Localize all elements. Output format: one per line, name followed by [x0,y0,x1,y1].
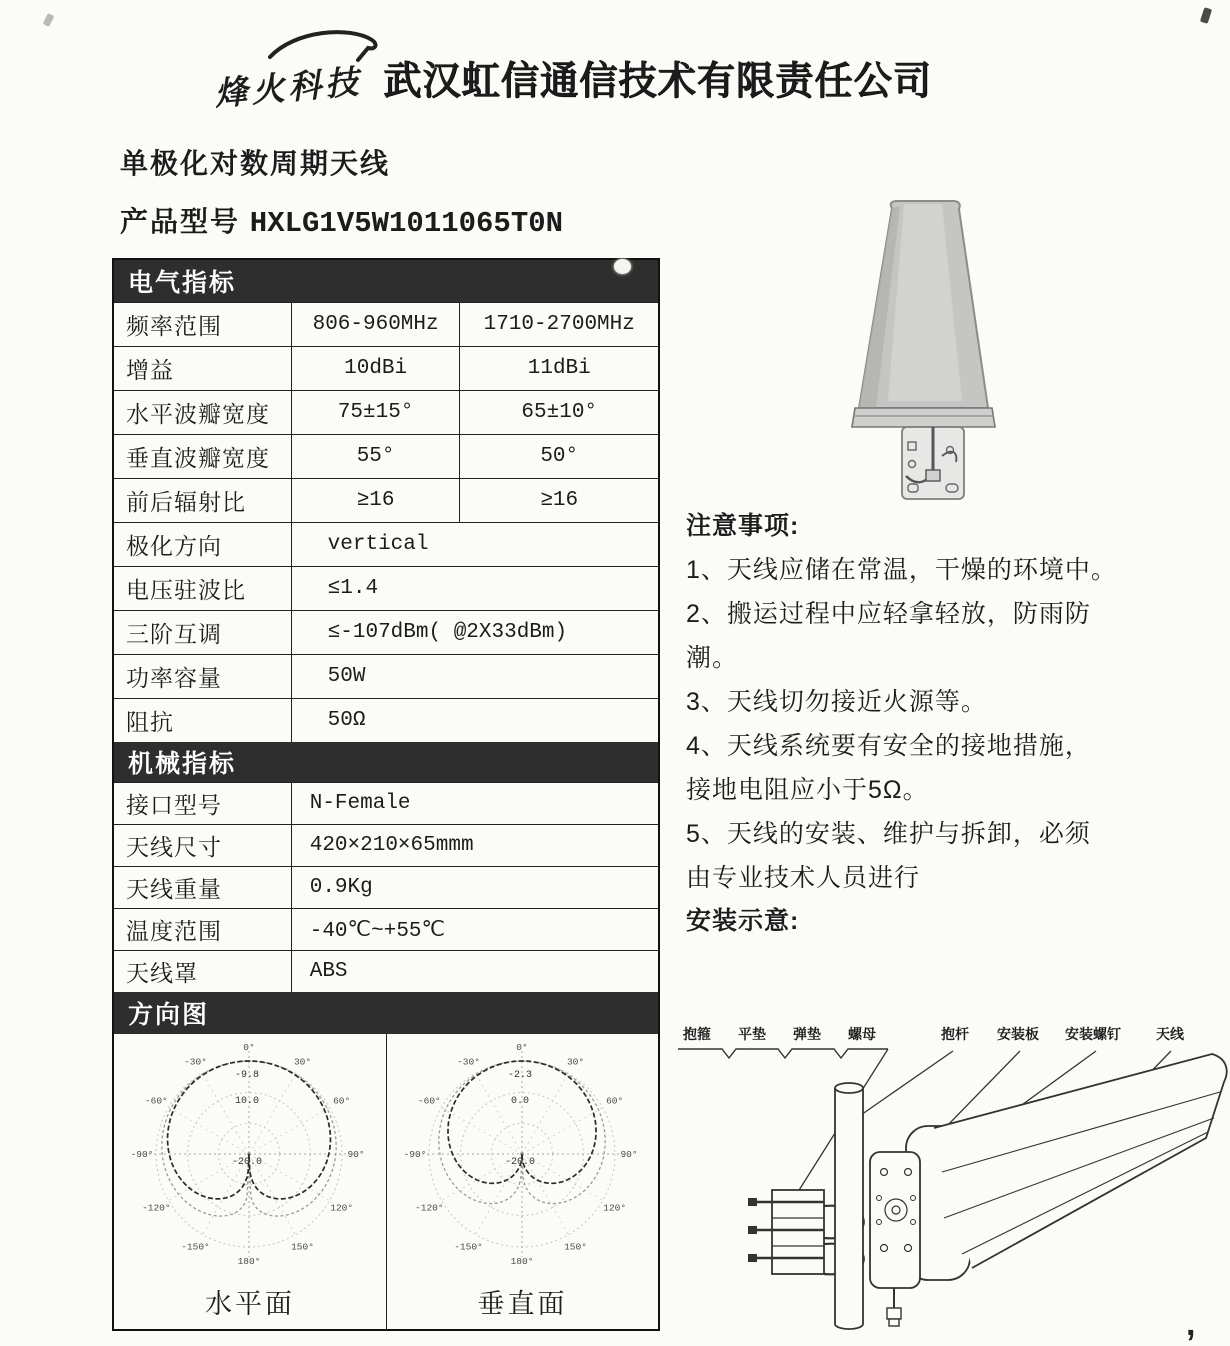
svg-text:150°: 150° [564,1241,587,1253]
antenna-product-image [842,186,1107,504]
table-row [114,434,658,478]
install-label: 天线 [1156,1026,1184,1042]
table-row [114,950,658,992]
company-logo [200,22,410,137]
spec-value: 50Ω [291,699,658,742]
svg-text:10.0: 10.0 [234,1095,260,1107]
table-row [114,302,658,346]
mechanical-section-title: 机械指标 [128,750,237,778]
spec-value: 75±15° [291,391,460,434]
mechanical-section-header [114,742,658,782]
table-row [114,610,658,654]
spec-label: 水平波瓣宽度 [126,401,270,427]
punch-hole-mark [614,259,631,274]
table-row [114,390,658,434]
pattern-section-header [114,992,658,1034]
table-row [114,566,658,610]
spec-label: 前后辐射比 [126,489,246,515]
spec-label: 天线尺寸 [126,834,222,860]
install-diagram [672,1022,1230,1346]
note-line: 1、天线应储在常温，干燥的环境中。 [686,556,1117,584]
table-row [114,824,658,866]
note-line: 由专业技术人员进行 [686,864,921,892]
spec-label: 天线重量 [126,876,222,902]
spec-value: 11dBi [459,347,658,390]
table-row [114,866,658,908]
vertical-pattern-cell [386,1034,658,1329]
svg-text:-90°: -90° [403,1149,427,1160]
spec-value: 10dBi [291,347,460,390]
svg-text:-60°: -60° [144,1095,168,1107]
install-label: 螺母 [848,1026,876,1042]
install-label: 弹垫 [793,1026,821,1042]
spec-value: vertical [291,523,658,566]
install-title: 安装示意: [686,907,800,935]
logo-text: 烽火科技 [212,61,364,114]
table-row [114,346,658,390]
spec-value: ABS [291,951,658,992]
install-label: 安装板 [997,1026,1039,1042]
svg-text:90°: 90° [620,1149,638,1160]
note-line: 3、天线切勿接近火源等。 [686,688,987,716]
notes-title: 注意事项: [686,512,800,540]
spec-label: 接口型号 [126,792,222,818]
spec-value: ≥16 [459,479,658,522]
svg-text:30°: 30° [293,1056,312,1068]
svg-text:60°: 60° [606,1095,624,1107]
spec-value: -40℃~+55℃ [291,909,658,950]
spec-label: 极化方向 [126,533,222,559]
svg-text:90°: 90° [347,1149,365,1160]
svg-text:120°: 120° [330,1202,354,1214]
model-number: HXLG1V5W1011065T0N [249,207,564,240]
spec-value: 55° [291,435,460,478]
scan-artifact [1200,7,1212,24]
spec-value: 50W [291,655,658,698]
scan-artifact: , [1186,1305,1196,1343]
horizontal-pattern-chart [114,1034,385,1282]
spec-label: 阻抗 [126,709,174,735]
pattern-section-title: 方向图 [128,1001,210,1029]
spec-table [112,258,660,1331]
company-name: 武汉虹信通信技术有限责任公司 [383,60,932,103]
install-label: 抱箍 [683,1026,711,1042]
svg-text:0°: 0° [243,1042,255,1053]
table-row [114,478,658,522]
chart-caption: 垂直面 [477,1289,568,1319]
pattern-charts [114,1034,658,1329]
electrical-section-title: 电气指标 [128,269,237,297]
install-label: 抱杆 [941,1026,969,1042]
svg-text:-20.0: -20.0 [231,1157,263,1168]
note-line: 2、搬运过程中应轻拿轻放，防雨防 [686,600,1091,628]
svg-text:30°: 30° [566,1056,585,1068]
spec-value: 65±10° [459,391,658,434]
table-row [114,908,658,950]
svg-text:-20.0: -20.0 [504,1157,536,1168]
svg-text:-150°: -150° [454,1241,483,1253]
spec-label: 三阶互调 [126,621,222,647]
svg-text:60°: 60° [333,1095,351,1107]
horizontal-pattern-cell [114,1034,386,1329]
product-title: 单极化对数周期天线 [120,148,391,179]
table-row [114,698,658,742]
svg-text:180°: 180° [510,1256,534,1267]
model-label: 产品型号 [120,206,241,237]
table-row [114,782,658,824]
note-line: 接地电阻应小于5Ω。 [686,776,929,804]
spec-label: 电压驻波比 [126,577,246,603]
svg-text:-120°: -120° [415,1202,444,1214]
scan-artifact [43,13,55,27]
electrical-section-header [114,260,658,302]
table-row [114,522,658,566]
spec-label: 频率范围 [126,313,222,339]
svg-text:-120°: -120° [142,1202,171,1214]
svg-text:120°: 120° [603,1202,627,1214]
chart-caption: 水平面 [205,1289,295,1319]
spec-label: 功率容量 [126,665,222,691]
vertical-pattern-chart [387,1034,658,1282]
notes [686,506,1116,902]
spec-label: 温度范围 [126,918,222,944]
install-label: 平垫 [738,1026,766,1042]
spec-value: ≤1.4 [291,567,658,610]
svg-text:-2.3: -2.3 [507,1070,533,1081]
spec-value: 420×210×65mmm [291,825,658,866]
spec-value: 0.9Kg [291,867,658,908]
note-line: 4、天线系统要有安全的接地措施， [686,732,1091,760]
install-label: 安装螺钉 [1065,1026,1121,1042]
model-line [120,200,563,240]
spec-value: ≤-107dBm( @2X33dBm) [291,611,658,654]
svg-text:180°: 180° [237,1256,261,1267]
svg-text:-150°: -150° [181,1241,210,1253]
svg-text:150°: 150° [291,1241,314,1253]
svg-text:-30°: -30° [457,1056,480,1068]
spec-label: 天线罩 [126,960,198,986]
spec-value: ≥16 [291,479,460,522]
svg-text:-30°: -30° [184,1056,207,1068]
svg-text:-60°: -60° [417,1095,441,1107]
spec-label: 垂直波瓣宽度 [126,445,270,471]
spec-value: 50° [459,435,658,478]
svg-text:0°: 0° [516,1042,528,1053]
note-line: 5、天线的安装、维护与拆卸，必须 [686,820,1091,848]
spec-value: 806-960MHz [291,303,460,346]
spec-label: 增益 [126,357,174,383]
svg-text:-9.8: -9.8 [234,1070,260,1081]
svg-text:-90°: -90° [130,1149,154,1160]
install-diagram-drawing [672,1022,1230,1346]
spec-value: N-Female [291,783,658,824]
spec-value: 1710-2700MHz [459,303,658,346]
svg-text:0.0: 0.0 [510,1095,530,1107]
note-line: 潮。 [686,644,739,672]
table-row [114,654,658,698]
